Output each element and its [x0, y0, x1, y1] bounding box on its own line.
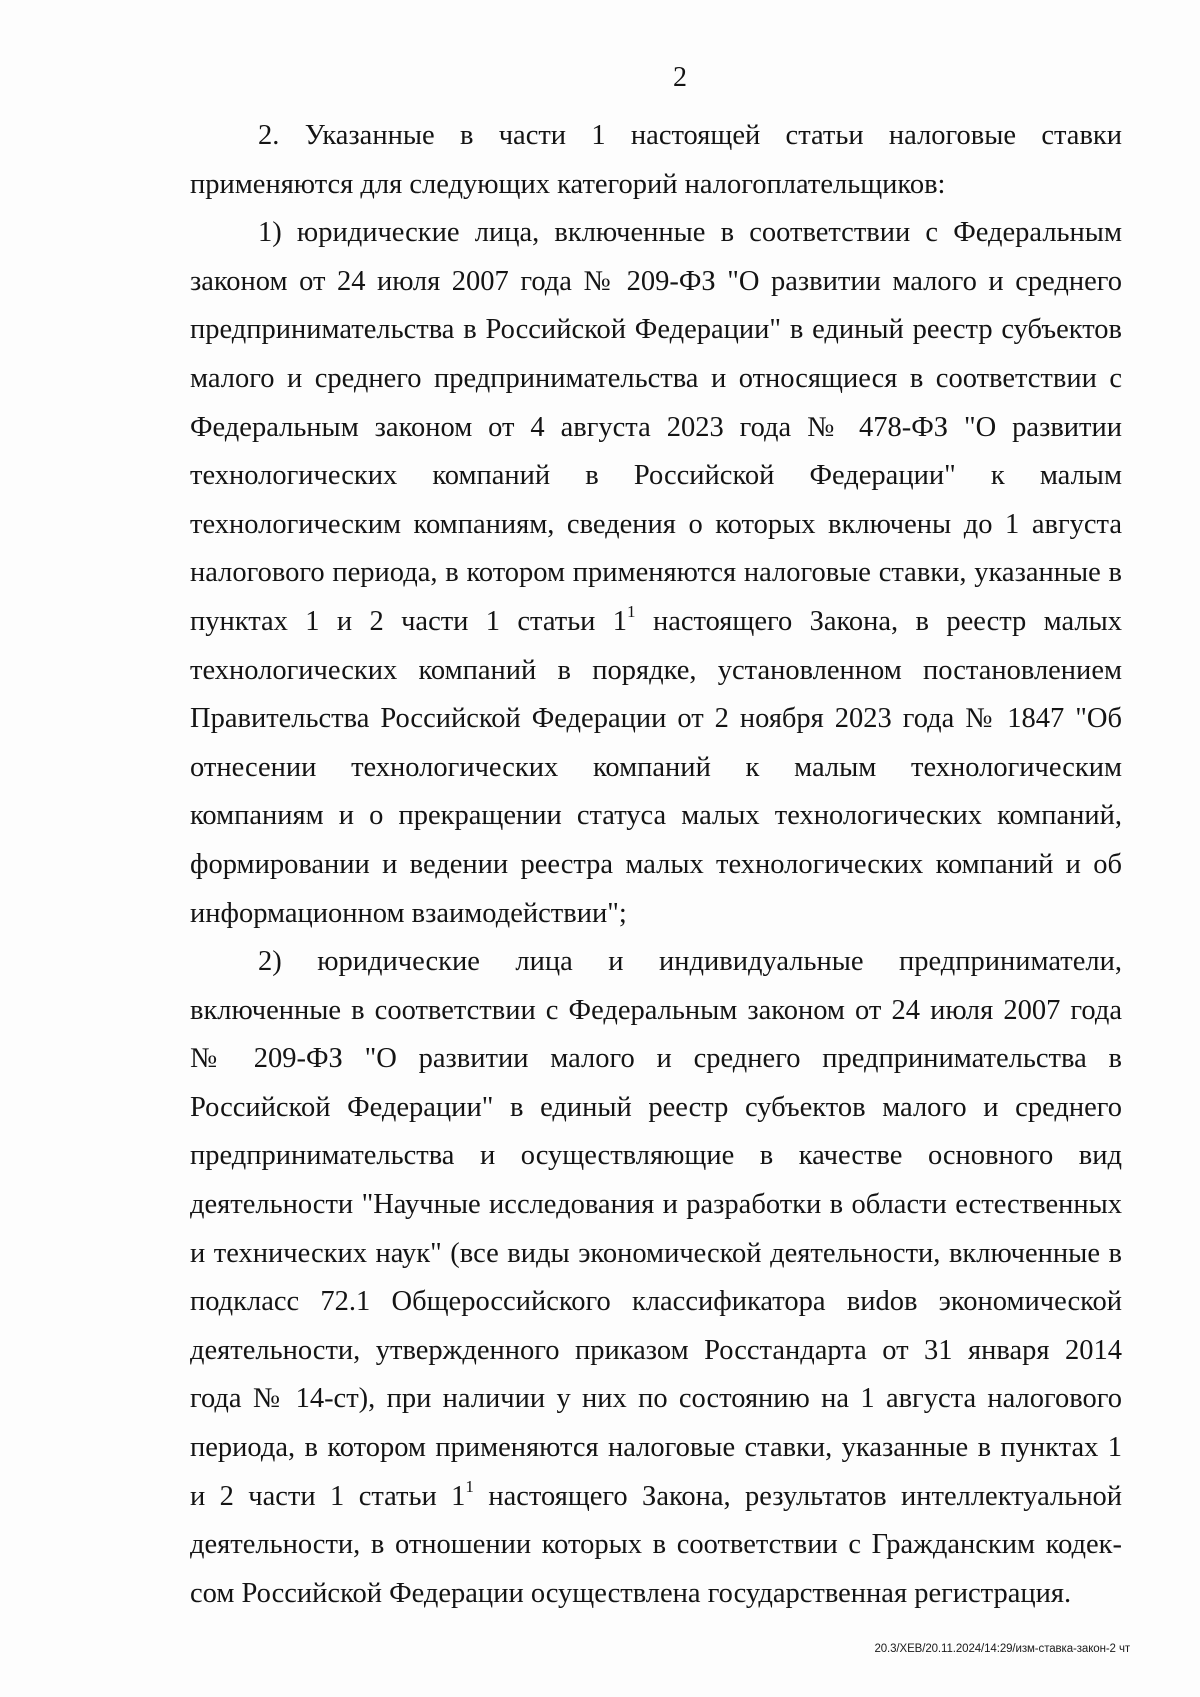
paragraph-item-1-text-a: 1) юридические лица, включенные в соответствии с Федеральным законом от 24 июля 2007 года № 209-ФЗ "О развитии малого и среднего предпринимательства в Российской Федерации" в единый реестр субъектов малого и среднего предпринимательства и относящиеся в соответствии с Федеральным законом от 4 августа 2023 года № 478-ФЗ "О развитии технологических компаний в Российской Федерации" к малым технологическим компаниям, сведения о которых включены до 1 августа налогового периода, в котором применяются налоговые ставки, указанные в пунктах 1 и 2 части 1 статьи 1: [190, 217, 1122, 637]
paragraph-item-1: [190, 209, 1122, 938]
paragraph-item-1-text-b: настоящего Закона, в реестр малых технологических компаний в порядке, установленном постановлением Правительства Российской Федерации от 2 ноября 2023 года № 1847 "Об отнесении технологических компаний к малым технологическим компаниям и о прекращении статуса малых технологических компаний, формировании и ведении реестра малых технологических компаний и об информационном взаимодействии";: [190, 605, 1122, 929]
paragraph-item-2-text-b: настоящего Закона, результатов интеллектуальной деятельности, в отношении которых в соответствии с Гражданским кодексом Российской Федерации осуществлена государственная регистрация.: [190, 1480, 1122, 1609]
paragraph-item-2: [190, 938, 1122, 1618]
document-footer-stamp: 20.3/ХЕВ/20.11.2024/14:29/изм-ставка-закон-2 чт: [874, 1643, 1130, 1655]
superscript-index: 1: [465, 1476, 474, 1496]
superscript-index: 1: [627, 602, 636, 622]
paragraph-item-2-text-a: 2) юридические лица и индивидуальные предприниматели, включенные в соответствии с Федеральным законом от 24 июля 2007 года № 209-ФЗ "О развитии малого и среднего предпринимательства в Российской Федерации" в единый реестр субъектов малого и среднего предпринимательства и осуществляющие в качестве основного вид деятельности "Научные исследования и разработки в области естественных и технических наук" (все виды экономической деятельности, включенные в подкласс 72.1 Общероссийского классификатора виdов экономической деятельности, утвержденного приказом Росстандарта от 31 января 2014 года № 14-ст), при наличии у них по состоянию на 1 августа налогового периода, в котором применяются налоговые ставки, указанные в пунктах 1 и 2 части 1 статьи 1: [190, 946, 1122, 1512]
page-number: 2: [673, 62, 687, 93]
paragraph-intro: 2. Указанные в части 1 настоящей статьи налоговые ставки применяются для следующих категорий налогоплательщиков:: [190, 120, 1122, 200]
document-body: [190, 112, 1122, 1618]
